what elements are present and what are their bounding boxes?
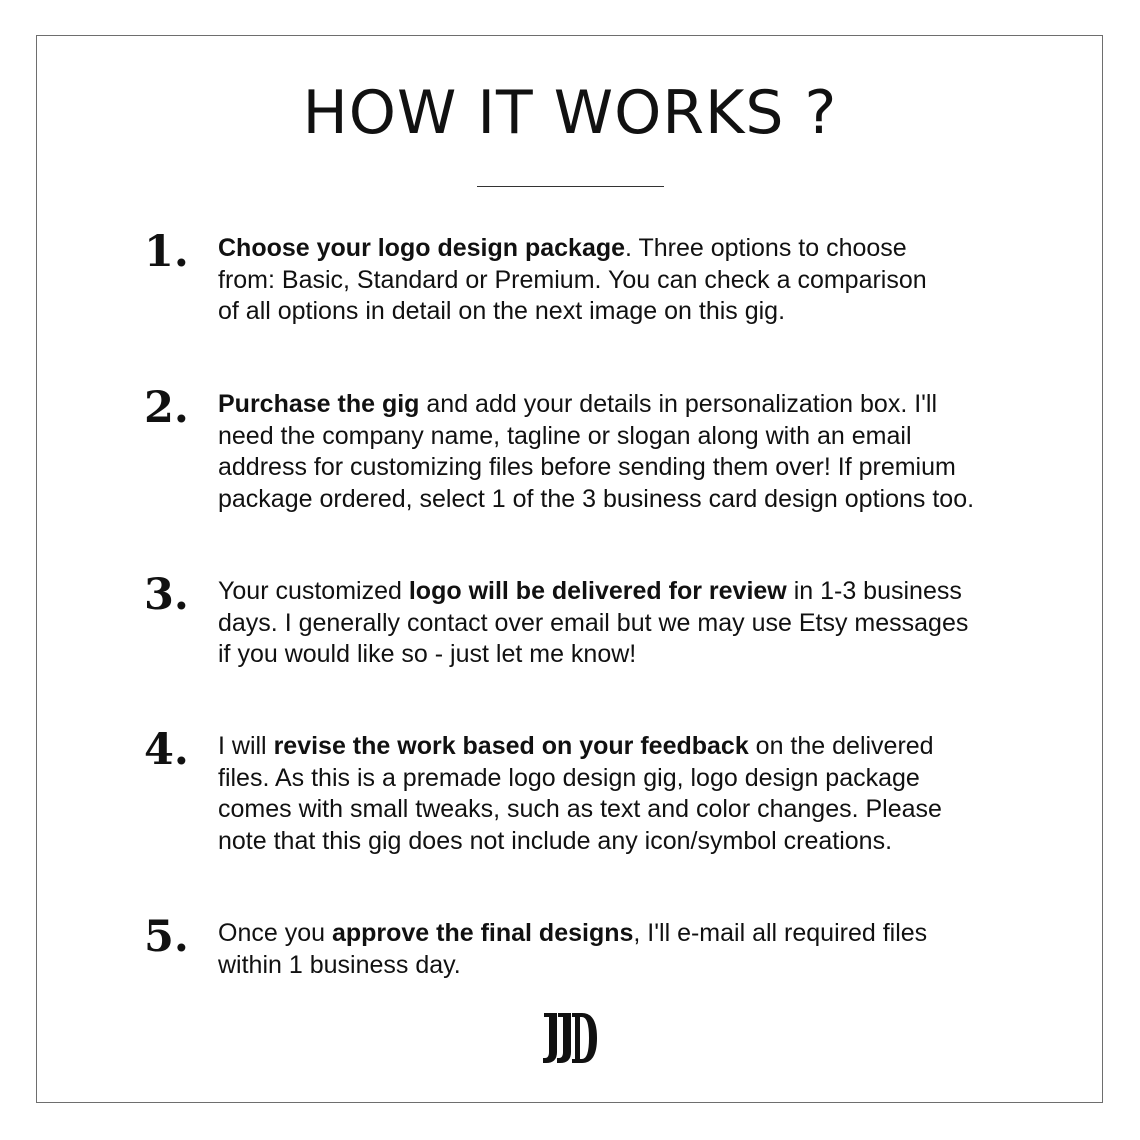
step-text-segment: files. As this is a premade logo design gig, logo design package <box>218 763 920 792</box>
step-text-segment: Once you <box>218 919 332 947</box>
step-text-segment: days. I generally contact over email but we may use Etsy messages <box>218 608 969 637</box>
step-text-segment: Your customized <box>218 577 409 605</box>
step-text-segment: from: Basic, Standard or Premium. You can check a comparison <box>218 265 927 294</box>
page-title: HOW IT WORKS ? <box>302 78 838 148</box>
step-text-bold: logo will be delivered for review <box>408 577 787 605</box>
step-text <box>218 731 1038 857</box>
step-text-segment: package ordered, select 1 of the 3 business card design options too. <box>218 484 975 513</box>
step-text-segment: on the delivered <box>748 732 934 760</box>
step-number: 5. <box>144 912 189 962</box>
step-text <box>218 389 1038 515</box>
step-text-segment: and add your details in personalization box. I'll <box>419 390 938 418</box>
jjd-monogram-icon <box>542 1012 598 1064</box>
step-text-segment: comes with small tweaks, such as text and color changes. Please <box>218 795 942 823</box>
step-text-segment: note that this gig does not include any icon/symbol creations. <box>218 826 893 855</box>
step-text-segment: within 1 business day. <box>218 950 461 979</box>
step-text <box>218 576 1038 671</box>
step-text-segment: address for customizing files before sending them over! If premium <box>218 453 956 481</box>
step-number: 3. <box>144 570 189 620</box>
step-text-bold: Choose your logo design package <box>218 234 626 262</box>
step-number: 2. <box>144 383 189 433</box>
step-text-segment: , I'll e-mail all required files <box>633 919 928 947</box>
step-text <box>218 233 1038 328</box>
step-number: 1. <box>144 227 189 277</box>
step-text <box>218 918 1038 981</box>
step-text-bold: revise the work based on your feedback <box>273 732 749 760</box>
step-text-segment: . Three options to choose <box>625 234 907 262</box>
step-text-bold: approve the final designs <box>331 919 634 947</box>
step-text-segment: of all options in detail on the next image on this gig. <box>218 297 786 325</box>
step-number: 4. <box>144 725 189 775</box>
step-text-segment: if you would like so - just let me know! <box>218 640 637 668</box>
title-divider <box>477 186 664 187</box>
step-text-bold: Purchase the gig <box>218 390 420 418</box>
step-text-segment: need the company name, tagline or slogan along with an email <box>218 421 912 450</box>
step-text-segment: I will <box>218 732 274 760</box>
step-text-segment: in 1-3 business <box>786 577 962 605</box>
